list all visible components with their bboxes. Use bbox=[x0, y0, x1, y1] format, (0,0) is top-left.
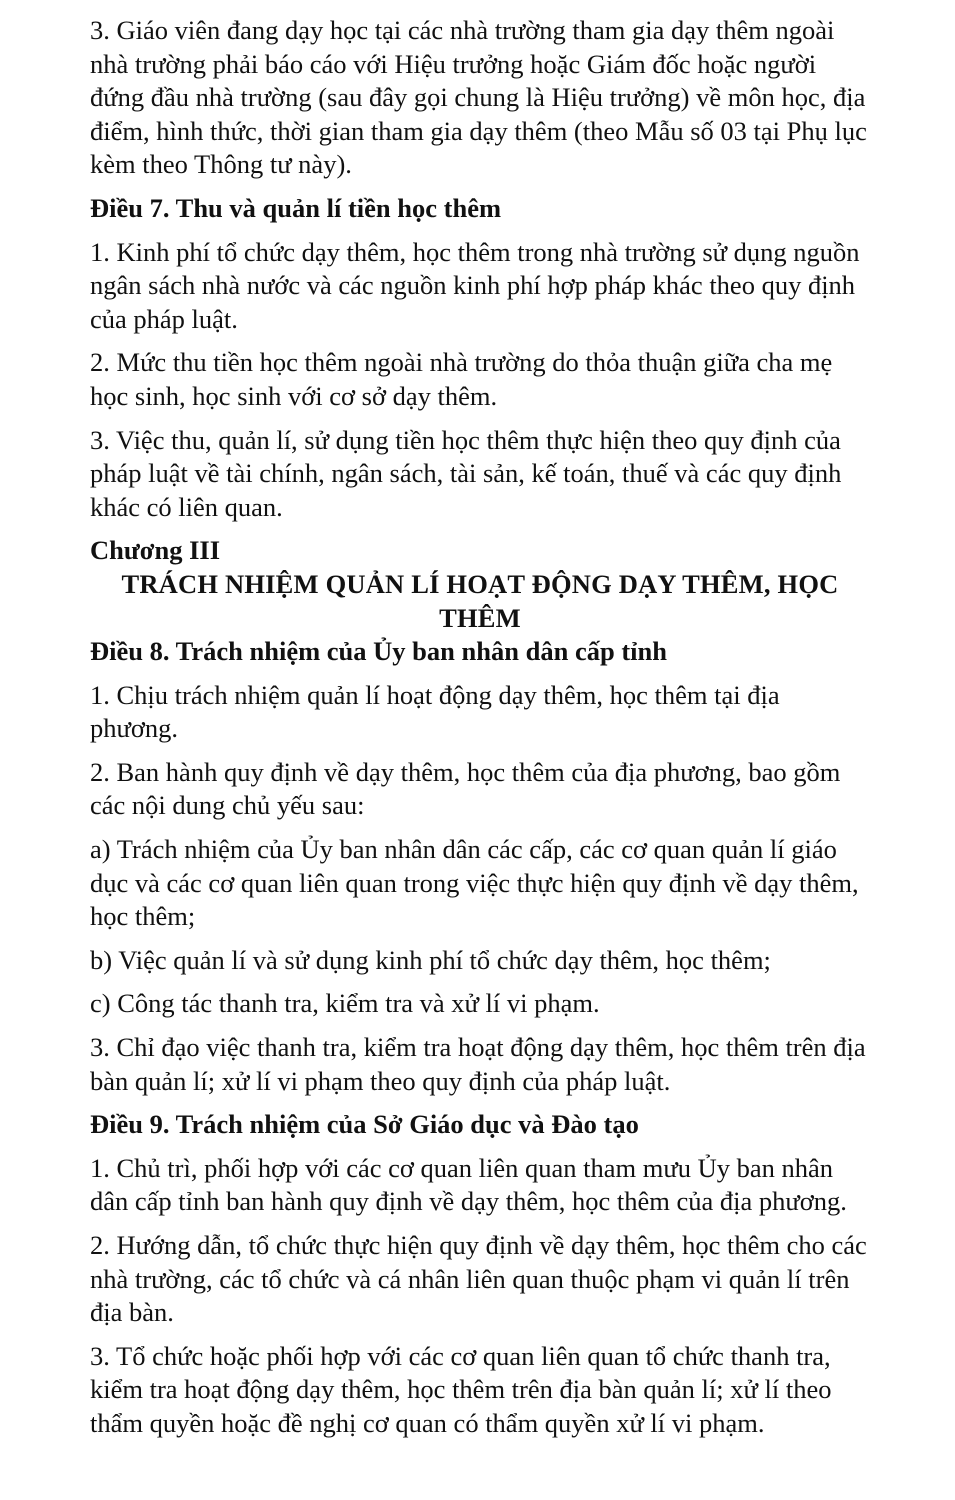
paragraph-article8-point-a: a) Trách nhiệm của Ủy ban nhân dân các cấp, các cơ quan quản lí giáo dục và các cơ quan liên quan trong việc thực hiện quy định về dạy thêm, học thêm; bbox=[90, 834, 859, 932]
paragraph-article8-clause1: 1. Chịu trách nhiệm quản lí hoạt động dạy thêm, học thêm tại địa phương. bbox=[90, 679, 780, 744]
paragraph-article9-clause3: 3. Tổ chức hoặc phối hợp với các cơ quan liên quan tổ chức thanh tra, kiểm tra hoạt động dạy thêm, học thêm trên địa bàn quản lí; xử lí theo thẩm quyền hoặc đề nghị cơ quan có thẩm quyền xử lí vi phạm. bbox=[90, 1340, 832, 1438]
article-8-heading: Điều 8. Trách nhiệm của Ủy ban nhân dân cấp tỉnh bbox=[90, 636, 668, 667]
paragraph-article8-point-b: b) Việc quản lí và sử dụng kinh phí tổ chức dạy thêm, học thêm; bbox=[90, 944, 771, 975]
document-page bbox=[90, 14, 870, 1451]
paragraph-article8-clause3: 3. Chỉ đạo việc thanh tra, kiểm tra hoạt động dạy thêm, học thêm trên địa bàn quản lí; xử lí vi phạm theo quy định của pháp luật. bbox=[90, 1032, 866, 1096]
paragraph-article6-clause3: 3. Giáo viên đang dạy học tại các nhà trường tham gia dạy thêm ngoài nhà trường phải báo cáo với Hiệu trưởng hoặc Giám đốc hoặc người đứng đầu nhà trường (sau đây gọi chung là Hiệu trưởng) về môn học, địa điểm, hình thức, thời gian tham gia dạy thêm (theo Mẫu số 03 tại Phụ lục kèm theo Thông tư này). bbox=[90, 15, 867, 180]
article-9-heading: Điều 9. Trách nhiệm của Sở Giáo dục và Đào tạo bbox=[90, 1109, 639, 1140]
paragraph-article9-clause2: 2. Hướng dẫn, tổ chức thực hiện quy định về dạy thêm, học thêm cho các nhà trường, các tổ chức và cá nhân liên quan thuộc phạm vi quản lí trên địa bàn. bbox=[90, 1230, 867, 1328]
paragraph-article9-clause1: 1. Chủ trì, phối hợp với các cơ quan liên quan tham mưu Ủy ban nhân dân cấp tỉnh ban hành quy định về dạy thêm, học thêm của địa phương. bbox=[90, 1152, 847, 1217]
chapter-label: Chương III bbox=[90, 535, 221, 566]
paragraph-article7-clause2: 2. Mức thu tiền học thêm ngoài nhà trường do thỏa thuận giữa cha mẹ học sinh, học sinh với cơ sở dạy thêm. bbox=[90, 347, 833, 411]
cut-off-text-fragment bbox=[90, 0, 230, 2]
paragraph-article7-clause1: 1. Kinh phí tổ chức dạy thêm, học thêm trong nhà trường sử dụng nguồn ngân sách nhà nước và các nguồn kinh phí hợp pháp khác theo quy định của pháp luật. bbox=[90, 236, 860, 334]
chapter-title: TRÁCH NHIỆM QUẢN LÍ HOẠT ĐỘNG DẠY THÊM, HỌC THÊM bbox=[121, 568, 839, 633]
paragraph-article8-clause2: 2. Ban hành quy định về dạy thêm, học thêm của địa phương, bao gồm các nội dung chủ yếu sau: bbox=[90, 756, 841, 821]
article-7-heading: Điều 7. Thu và quản lí tiền học thêm bbox=[90, 192, 502, 223]
paragraph-article8-point-c: c) Công tác thanh tra, kiểm tra và xử lí vi phạm. bbox=[90, 988, 600, 1019]
paragraph-article7-clause3: 3. Việc thu, quản lí, sử dụng tiền học thêm thực hiện theo quy định của pháp luật về tài chính, ngân sách, tài sản, kế toán, thuế và các quy định khác có liên quan. bbox=[90, 424, 842, 522]
